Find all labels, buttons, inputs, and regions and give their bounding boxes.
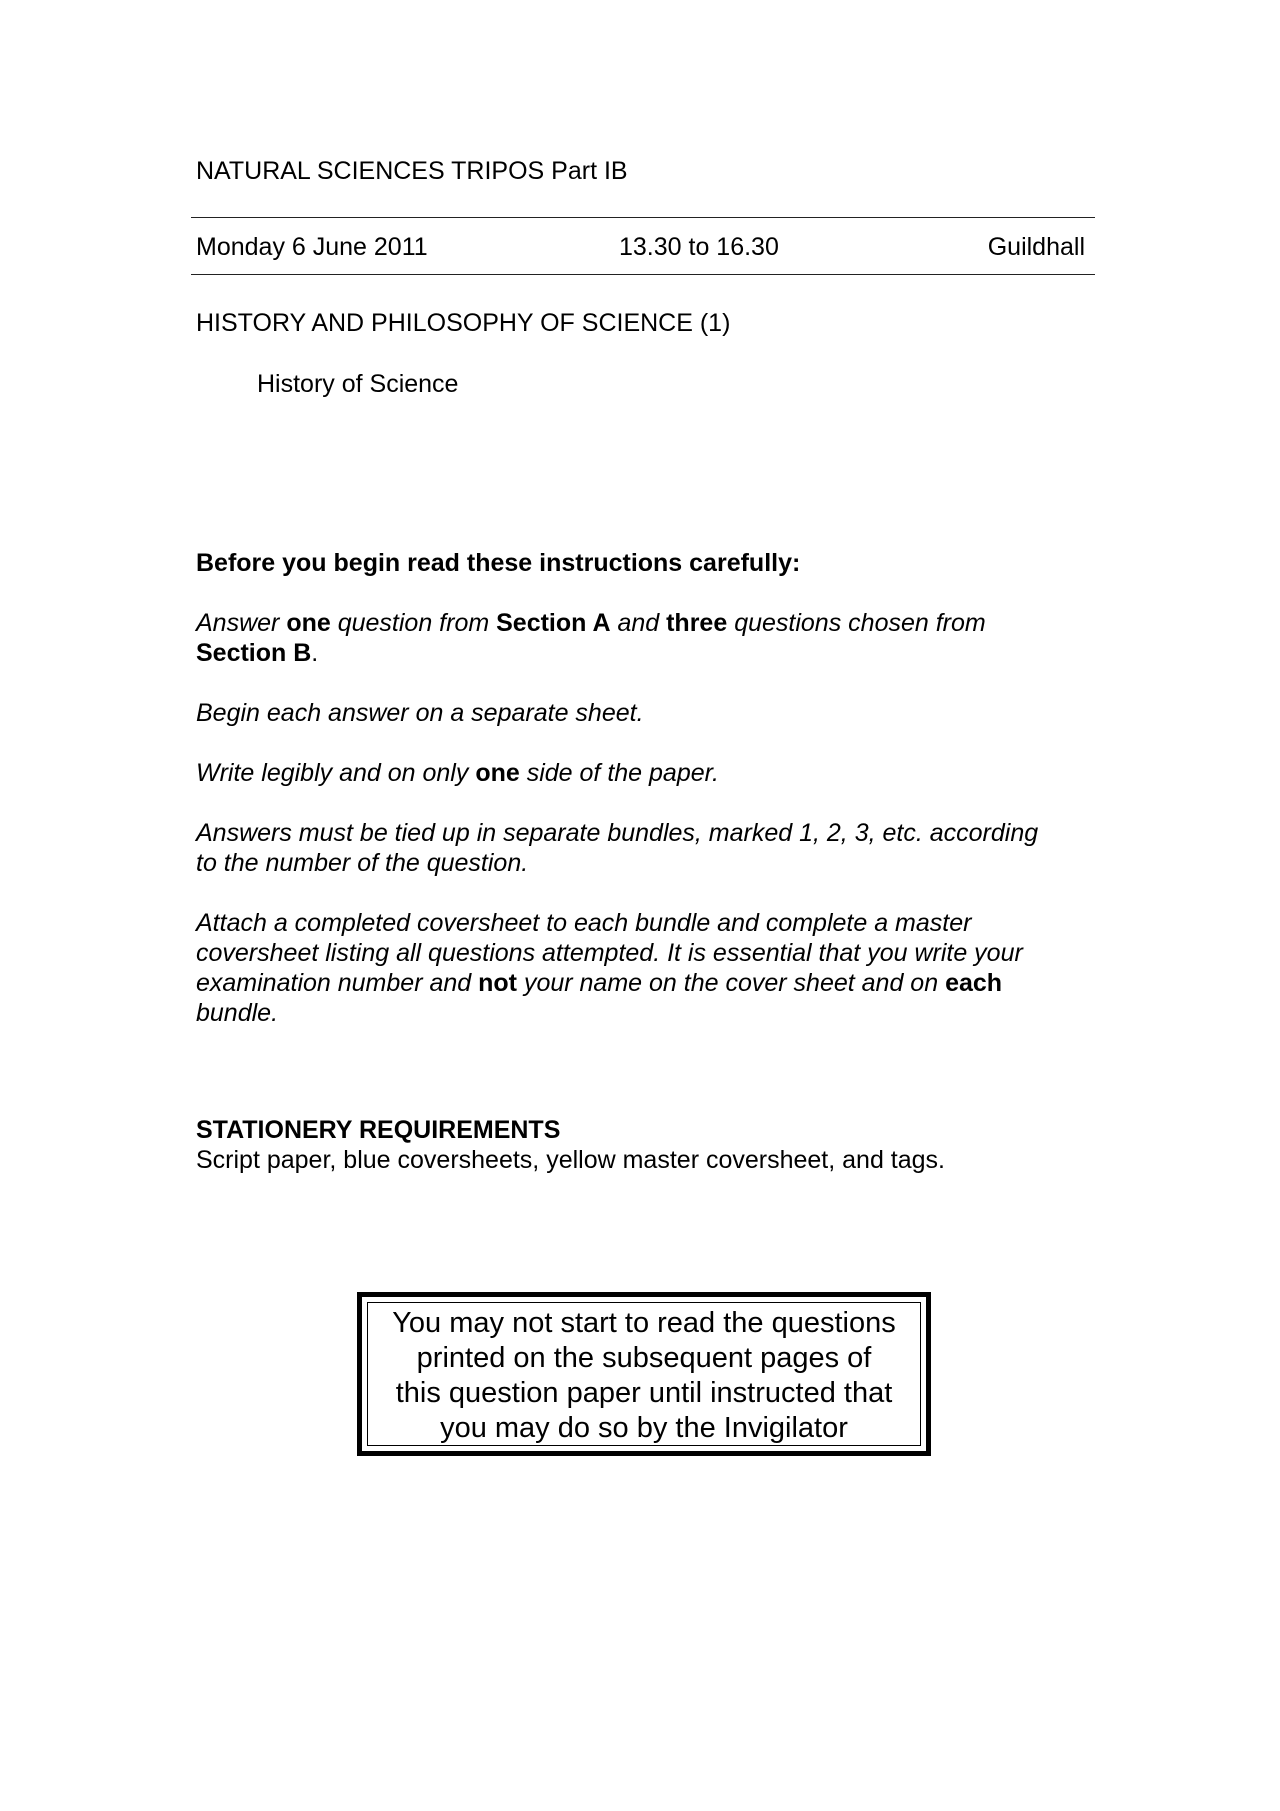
stationery-items: Script paper, blue coversheets, yellow master coversheet, and tags. [196, 1146, 945, 1174]
instruction-bundles [196, 818, 1096, 878]
p1-emph-section-a: Section A [496, 609, 611, 637]
p4-line2: to the number of the question. [196, 849, 529, 877]
notice-line-2: printed on the subsequent pages of [416, 1342, 872, 1374]
exam-venue: Guildhall [987, 233, 1085, 261]
notice-line-1: You may not start to read the questions [392, 1307, 896, 1339]
paper-title: HISTORY AND PHILOSOPHY OF SCIENCE (1) [196, 309, 731, 337]
p5-line3c: your name on the cover sheet and on [517, 969, 946, 997]
invigilator-notice-box [357, 1292, 931, 1456]
tripos-title: NATURAL SCIENCES TRIPOS Part IB [196, 157, 628, 185]
exam-time: 13.30 to 16.30 [619, 233, 779, 261]
instruction-write-legibly [196, 758, 1096, 788]
p1-text-e: and [610, 609, 667, 637]
p5-emph-not: not [478, 969, 517, 997]
p1-text-c: question from [330, 609, 497, 637]
p3-emph-one: one [475, 759, 520, 787]
p3-text-a: Write legibly and on only [196, 759, 476, 787]
p1-period: . [311, 639, 319, 667]
p5-line4: bundle. [196, 999, 279, 1027]
p1-text-g: questions chosen from [727, 609, 986, 637]
instruction-answer-sections [196, 608, 1096, 668]
p5-emph-each: each [945, 969, 1003, 997]
instruction-coversheet [196, 908, 1096, 1028]
paper-subtitle: History of Science [257, 370, 459, 398]
header-top-rule [191, 217, 1095, 218]
p1-emph-one: one [286, 609, 331, 637]
exam-date: Monday 6 June 2011 [196, 233, 428, 261]
p5-line1: Attach a completed coversheet to each bundle and complete a master [196, 909, 972, 937]
header-bottom-rule [191, 274, 1095, 275]
instruction-separate-sheet: Begin each answer on a separate sheet. [196, 699, 644, 727]
p4-line1: Answers must be tied up in separate bundles, marked 1, 2, 3, etc. according [196, 819, 1039, 847]
notice-line-4: you may do so by the Invigilator [440, 1412, 848, 1444]
stationery-heading: STATIONERY REQUIREMENTS [196, 1116, 561, 1144]
p1-emph-three: three [666, 609, 728, 637]
p1-text-a: Answer [196, 609, 287, 637]
p5-line2: coversheet listing all questions attempted. It is essential that you write your [196, 939, 1023, 967]
notice-line-3: this question paper until instructed that [395, 1377, 893, 1409]
p3-text-c: side of the paper. [519, 759, 719, 787]
p5-line3a: examination number and [196, 969, 479, 997]
invigilator-notice-inner [367, 1302, 921, 1446]
instructions-heading: Before you begin read these instructions carefully: [196, 549, 801, 577]
p1-emph-section-b: Section B [196, 639, 312, 667]
